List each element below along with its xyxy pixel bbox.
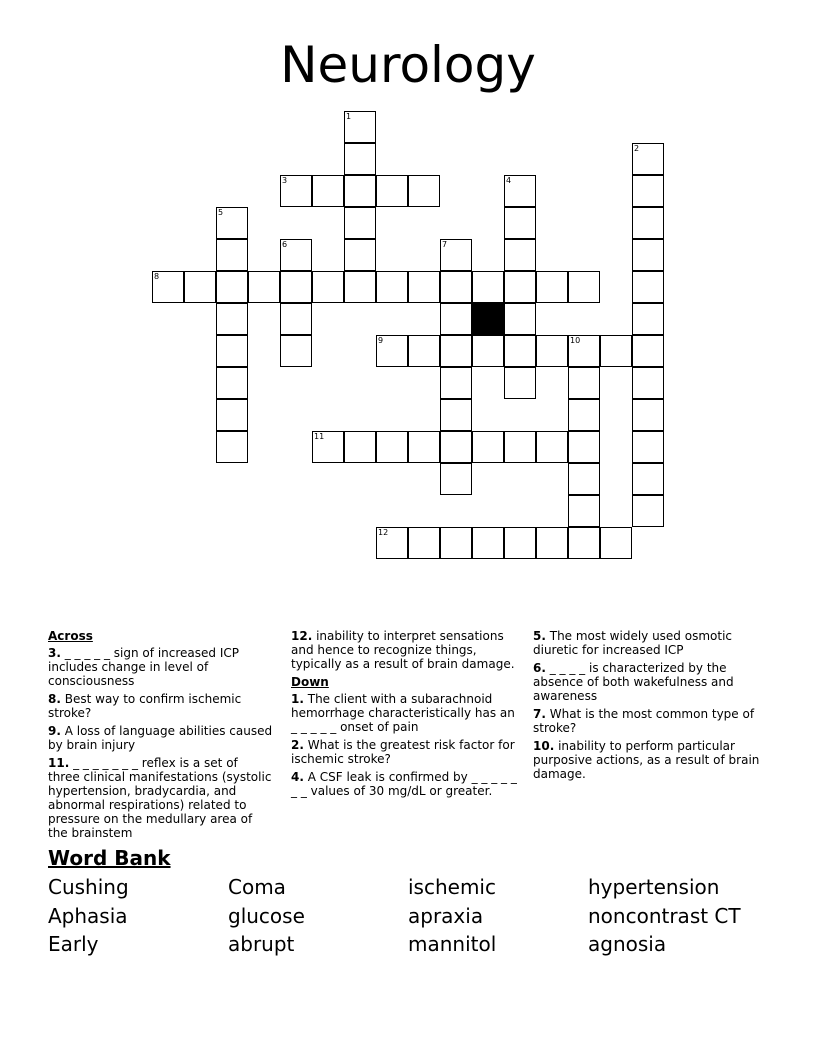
grid-cell[interactable] [568,495,600,527]
grid-cell[interactable] [440,399,472,431]
across-heading: Across [48,629,93,643]
clue-number: 6 [282,240,288,249]
grid-cell[interactable] [280,335,312,367]
grid-cell[interactable] [216,239,248,271]
grid-cell[interactable] [344,207,376,239]
grid-cell[interactable] [440,527,472,559]
grid-cell[interactable] [312,431,344,463]
grid-cell[interactable] [216,303,248,335]
grid-cell[interactable] [376,175,408,207]
grid-cell[interactable] [504,239,536,271]
grid-cell[interactable] [632,431,664,463]
grid-cell[interactable] [472,271,504,303]
clue-number: 3 [282,176,288,185]
down-clue-4: 4. A CSF leak is confirmed by _ _ _ _ _ _ _ values of 30 mg/dL or greater. [291,770,517,798]
grid-cell[interactable] [632,495,664,527]
puzzle-title: Neurology [280,36,536,94]
grid-cell[interactable] [632,175,664,207]
clues-column-2 [291,629,523,802]
grid-cell[interactable] [376,271,408,303]
grid-cell[interactable] [600,335,632,367]
word-bank-item: abrupt [228,932,295,956]
grid-cell[interactable] [184,271,216,303]
clues-column-3 [533,629,771,785]
across-clue-8: 8. Best way to confirm ischemic stroke? [48,692,242,720]
grid-cell[interactable] [216,271,248,303]
grid-cell[interactable] [440,431,472,463]
clues-column-1 [48,629,273,844]
down-clue-10: 10. inability to perform particular purposive actions, as a result of brain damage. [533,739,760,781]
grid-cell[interactable] [440,367,472,399]
grid-cell[interactable] [632,463,664,495]
down-clue-6: 6. _ _ _ _ is characterized by the absence of both wakefulness and awareness [533,661,734,703]
grid-cell[interactable] [536,527,568,559]
grid-cell[interactable] [376,431,408,463]
grid-cell[interactable] [440,335,472,367]
word-bank-item: apraxia [408,904,484,928]
grid-cell[interactable] [504,367,536,399]
word-bank-item: hypertension [588,875,720,899]
grid-cell[interactable] [280,271,312,303]
clue-number: 8 [154,272,160,281]
across-clue-11: 11. _ _ _ _ _ _ _ reflex is a set of three clinical manifestations (systolic hypertension, bradycardia, and abnormal respirations) related to pressure on the medullary area of the brainstem [48,756,272,840]
grid-black-square [472,303,504,335]
grid-cell[interactable] [632,271,664,303]
grid-cell[interactable] [632,207,664,239]
clue-number: 11 [314,432,325,441]
grid-cell[interactable] [344,111,376,143]
grid-cell[interactable] [216,335,248,367]
grid-cell[interactable] [280,303,312,335]
grid-cell[interactable] [568,367,600,399]
word-bank-item: glucose [228,904,305,928]
grid-cell[interactable] [632,335,664,367]
grid-cell[interactable] [344,239,376,271]
grid-cell[interactable] [344,175,376,207]
grid-cell[interactable] [248,271,280,303]
grid-cell[interactable] [376,335,408,367]
word-bank-item: Cushing [48,875,129,899]
clue-number: 1 [346,112,352,121]
grid-cell[interactable] [504,175,536,207]
grid-cell[interactable] [568,527,600,559]
grid-cell[interactable] [408,335,440,367]
grid-cell[interactable] [504,335,536,367]
across-clue-9: 9. A loss of language abilities caused by brain injury [48,724,273,752]
grid-cell[interactable] [472,527,504,559]
grid-cell[interactable] [568,431,600,463]
grid-cell[interactable] [152,271,184,303]
down-heading: Down [291,675,329,689]
across-clue-12: 12. inability to interpret sensations and hence to recognize things, typically as a result of brain damage. [291,629,515,671]
clue-number: 12 [378,528,389,537]
grid-cell[interactable] [280,175,312,207]
grid-cell[interactable] [568,335,600,367]
grid-cell[interactable] [632,367,664,399]
clue-number: 7 [442,240,448,249]
grid-cell[interactable] [376,527,408,559]
grid-cell[interactable] [632,143,664,175]
clue-number: 10 [570,336,581,345]
word-bank-title: Word Bank [48,846,171,870]
grid-cell[interactable] [504,431,536,463]
grid-cell[interactable] [632,239,664,271]
down-clue-7: 7. What is the most common type of stroke? [533,707,755,735]
grid-cell[interactable] [344,431,376,463]
grid-cell[interactable] [344,271,376,303]
grid-cell[interactable] [472,335,504,367]
word-bank-item: agnosia [588,932,667,956]
grid-cell[interactable] [568,399,600,431]
clue-number: 9 [378,336,384,345]
clue-number: 5 [218,208,224,217]
grid-cell[interactable] [504,303,536,335]
across-clue-3: 3. _ _ _ _ _ sign of increased ICP includes change in level of consciousness [48,646,239,688]
down-clue-2: 2. What is the greatest risk factor for ischemic stroke? [291,738,515,766]
grid-cell[interactable] [504,207,536,239]
grid-cell[interactable] [440,303,472,335]
grid-cell[interactable] [504,271,536,303]
grid-cell[interactable] [536,431,568,463]
clue-number: 2 [634,144,640,153]
grid-cell[interactable] [216,207,248,239]
grid-cell[interactable] [440,463,472,495]
grid-cell[interactable] [216,399,248,431]
grid-cell[interactable] [216,431,248,463]
grid-cell[interactable] [280,239,312,271]
grid-cell[interactable] [632,399,664,431]
down-clue-5: 5. The most widely used osmotic diuretic for increased ICP [533,629,733,657]
grid-cell[interactable] [568,271,600,303]
grid-cell[interactable] [408,527,440,559]
grid-cell[interactable] [440,271,472,303]
grid-cell[interactable] [408,175,440,207]
word-bank-item: ischemic [408,875,496,899]
word-bank-item: Aphasia [48,904,128,928]
word-bank-item: Coma [228,875,286,899]
grid-cell[interactable] [632,303,664,335]
grid-cell[interactable] [536,271,568,303]
word-bank-item: Early [48,932,99,956]
grid-cell[interactable] [312,271,344,303]
down-clue-1: 1. The client with a subarachnoid hemorrhage characteristically has an _ _ _ _ _ onset of pain [291,692,515,734]
grid-cell[interactable] [600,527,632,559]
grid-cell[interactable] [408,271,440,303]
grid-cell[interactable] [440,239,472,271]
clue-number: 4 [506,176,512,185]
grid-cell[interactable] [536,335,568,367]
grid-cell[interactable] [504,527,536,559]
grid-cell[interactable] [408,431,440,463]
grid-cell[interactable] [344,143,376,175]
grid-cell[interactable] [312,175,344,207]
word-bank-item: mannitol [408,932,497,956]
grid-cell[interactable] [216,367,248,399]
word-bank-item: noncontrast CT [588,904,741,928]
grid-cell[interactable] [472,431,504,463]
grid-cell[interactable] [568,463,600,495]
